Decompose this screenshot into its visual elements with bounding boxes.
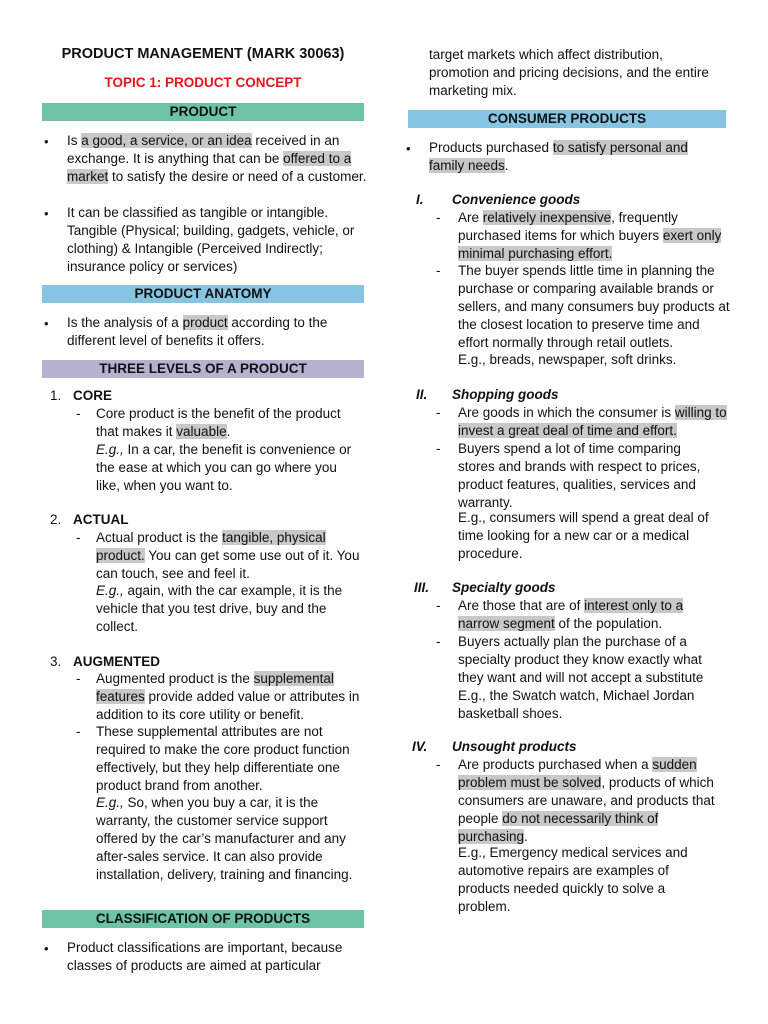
section-heading-product-anatomy: PRODUCT ANATOMY — [42, 285, 364, 303]
dash-icon: - — [436, 210, 441, 225]
convenience-goods-description: Are relatively inexpensive, frequently purchased items for which buyers exert only minimal purchasing effort. — [458, 210, 722, 261]
bullet-icon: • — [44, 206, 49, 221]
product-definition-bullet: Is a good, a service, or an idea received in an exchange. It is anything that can be offered to a market to satisfy the desire or need of a customer. — [67, 133, 367, 184]
list-number: 2. — [50, 512, 62, 527]
shopping-goods-description: Are goods in which the consumer is willing to invest a great deal of time and effort. — [458, 405, 727, 438]
classification-bullet: Product classifications are important, because classes of products are aimed at particular — [67, 940, 343, 973]
level-augmented-description: Augmented product is the supplemental features provide added value or attributes in addition to its core utility or benefit. — [96, 671, 360, 722]
roman-numeral: II. — [416, 387, 428, 402]
roman-numeral: IV. — [412, 739, 428, 754]
product-classification-bullet: It can be classified as tangible or intangible. Tangible (Physical; building, gadgets, vehicle, or clothing) & Intangible (Perceived Indirectly; insurance policy or services) — [67, 205, 355, 274]
bullet-icon: • — [44, 941, 49, 956]
specialty-goods-title: Specialty goods — [452, 580, 556, 595]
bullet-icon: • — [44, 134, 49, 149]
level-actual-description: Actual product is the tangible, physical product. You can get some use out of it. You can touch, see and feel it. — [96, 530, 360, 581]
dash-icon: - — [436, 634, 441, 649]
section-heading-classification: CLASSIFICATION OF PRODUCTS — [42, 910, 364, 928]
classification-continuation: target markets which affect distribution, promotion and pricing decisions, and the entire marketing mix. — [429, 47, 709, 98]
topic-title: TOPIC 1: PRODUCT CONCEPT — [104, 75, 302, 90]
section-heading-consumer-products: CONSUMER PRODUCTS — [408, 110, 726, 128]
level-augmented-example: E.g., So, when you buy a car, it is the warranty, the customer service support offered by the car’s manufacturer and any after-sales service. It can also provide installation, delivery, training and financing. — [96, 795, 353, 882]
level-core-example: E.g., In a car, the benefit is convenience or the ease at which you can go where you like, when you want to. — [96, 442, 352, 493]
dash-icon: - — [436, 598, 441, 613]
unsought-products-example: E.g., Emergency medical services and automotive repairs are examples of products needed quickly to solve a problem. — [458, 845, 688, 914]
unsought-products-description: Are products purchased when a sudden problem must be solved, products of which consumers are unaware, and products that people do not necessarily think of purchasing. — [458, 757, 715, 844]
section-heading-three-levels: THREE LEVELS OF A PRODUCT — [42, 360, 364, 378]
roman-numeral: III. — [414, 580, 430, 595]
dash-icon: - — [76, 530, 81, 545]
shopping-goods-title: Shopping goods — [452, 387, 559, 402]
level-core-description: Core product is the benefit of the product that makes it valuable. — [96, 406, 341, 439]
list-number: 3. — [50, 654, 62, 669]
shopping-goods-detail: Buyers spend a lot of time comparing stores and brands with respect to prices, product features, qualities, services and warranty. — [458, 441, 701, 510]
convenience-goods-detail: The buyer spends little time in planning the purchase or comparing available brands or sellers, and many consumers buy products at the closest location to preserve time and effort normally through retail outlets. — [458, 263, 730, 350]
list-number: 1. — [50, 388, 62, 403]
dash-icon: - — [436, 405, 441, 420]
convenience-goods-title: Convenience goods — [452, 192, 581, 207]
consumer-products-bullet: Products purchased to satisfy personal and family needs. — [429, 140, 688, 173]
level-augmented-title: AUGMENTED — [73, 654, 160, 669]
document-title: PRODUCT MANAGEMENT (MARK 30063) — [61, 46, 345, 62]
level-augmented-differentiation: These supplemental attributes are not required to make the core product function effectively, but they help differentiate one product brand from another. — [96, 724, 350, 793]
dash-icon: - — [436, 441, 441, 456]
roman-numeral: I. — [416, 192, 424, 207]
specialty-goods-description: Are those that are of interest only to a narrow segment of the population. — [458, 598, 684, 631]
shopping-goods-example: E.g., consumers will spend a great deal of time looking for a new car or a medical procedure. — [458, 510, 709, 561]
convenience-goods-example: E.g., breads, newspaper, soft drinks. — [458, 352, 677, 367]
level-actual-example: E.g., again, with the car example, it is the vehicle that you test drive, buy and the collect. — [96, 583, 343, 634]
level-actual-title: ACTUAL — [73, 512, 129, 527]
dash-icon: - — [76, 671, 81, 686]
section-heading-product: PRODUCT — [42, 103, 364, 121]
dash-icon: - — [436, 263, 441, 278]
product-anatomy-bullet: Is the analysis of a product according to the different level of benefits it offers. — [67, 315, 328, 348]
bullet-icon: • — [44, 316, 49, 331]
unsought-products-title: Unsought products — [452, 739, 577, 754]
bullet-icon: • — [406, 141, 411, 156]
dash-icon: - — [76, 406, 81, 421]
specialty-goods-detail: Buyers actually plan the purchase of a specialty product they know exactly what they want and will not accept a substitute E.g., the Swatch watch, Michael Jordan basketball shoes. — [458, 634, 704, 721]
level-core-title: CORE — [73, 388, 113, 403]
dash-icon: - — [76, 724, 81, 739]
dash-icon: - — [436, 757, 441, 772]
